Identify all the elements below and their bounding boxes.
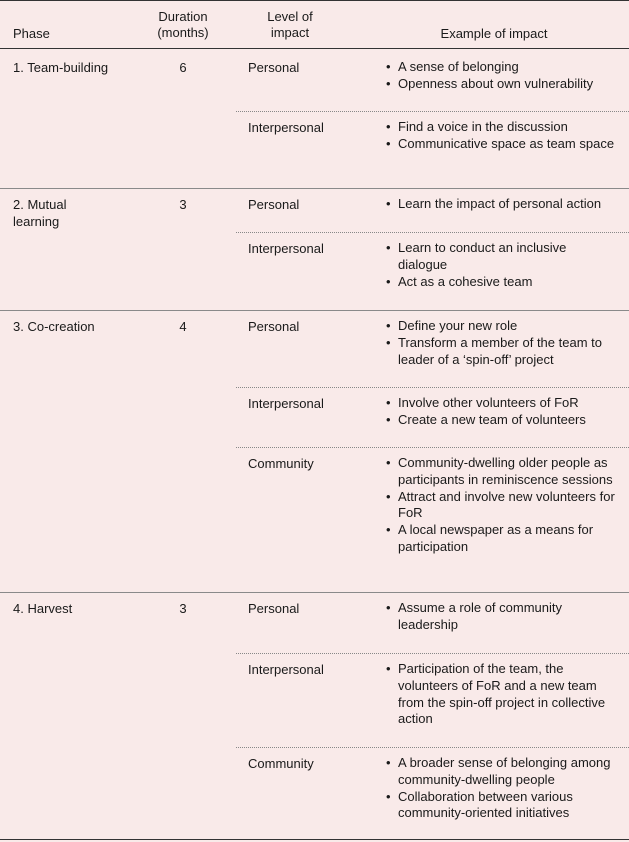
- header-level-line2: impact: [270, 25, 310, 40]
- example-list: [386, 196, 622, 213]
- subrow-divider: [236, 232, 629, 233]
- phase-cell: 4. Harvest: [13, 601, 73, 616]
- level-cell: Interpersonal: [248, 120, 324, 135]
- example-list: [386, 661, 622, 728]
- subrow-divider: [236, 447, 629, 448]
- subrow-divider: [236, 653, 629, 654]
- duration-cell: 6: [179, 60, 187, 75]
- group-divider: [0, 188, 629, 189]
- example-list: [386, 455, 622, 556]
- table-bottom-rule: [0, 839, 629, 840]
- level-cell: Interpersonal: [248, 396, 324, 411]
- phase-cell: 1. Team-building: [13, 60, 109, 75]
- table-top-rule: [0, 0, 629, 1]
- header-duration: [142, 9, 224, 41]
- subrow-divider: [236, 111, 629, 112]
- example-list: [386, 318, 622, 368]
- example-list: [386, 395, 622, 429]
- level-cell: Personal: [248, 60, 300, 75]
- example-item: • Learn the impact of personal action: [386, 196, 622, 213]
- example-list: [386, 600, 622, 634]
- header-level-line1: Level of: [267, 9, 313, 24]
- example-item: • Create a new team of volunteers: [386, 412, 622, 429]
- subrow-divider: [236, 747, 629, 748]
- level-cell: Community: [248, 756, 314, 771]
- level-cell: Community: [248, 456, 314, 471]
- phase-cell: 3. Co-creation: [13, 319, 95, 334]
- level-cell: Interpersonal: [248, 241, 324, 256]
- example-list: [386, 59, 622, 93]
- example-item: • Openness about own vulnerability: [386, 76, 622, 93]
- phase-cell: 2. Mutual learning: [13, 197, 67, 229]
- example-list: [386, 119, 622, 153]
- example-item: • Communicative space as team space: [386, 136, 622, 153]
- example-item: • Attract and involve new volunteers for FoR: [386, 489, 622, 523]
- duration-cell: 3: [179, 601, 187, 616]
- header-example: Example of impact: [440, 26, 548, 41]
- example-item: • Learn to conduct an inclusive dialogue: [386, 240, 611, 274]
- example-item: • Assume a role of community leadership: [386, 600, 622, 634]
- level-cell: Personal: [248, 601, 300, 616]
- header-level: [250, 9, 330, 41]
- example-list: [386, 755, 622, 822]
- group-divider: [0, 592, 629, 593]
- duration-cell: 4: [179, 319, 187, 334]
- example-item: • Involve other volunteers of FoR: [386, 395, 622, 412]
- header-phase: Phase: [13, 26, 50, 41]
- example-item: • Community-dwelling older people as participants in reminiscence sessions: [386, 455, 622, 489]
- header-duration-line2: (months): [157, 25, 209, 40]
- example-item: • A sense of belonging: [386, 59, 622, 76]
- example-item: • Collaboration between various community-oriented initiatives: [386, 789, 622, 823]
- example-item: • A broader sense of belonging among community-dwelling people: [386, 755, 622, 789]
- example-list: [386, 240, 611, 290]
- header-rule: [0, 48, 629, 49]
- example-item: • Transform a member of the team to leader of a ‘spin-off’ project: [386, 335, 622, 369]
- example-item: • Participation of the team, the volunteers of FoR and a new team from the spin-off project in collective action: [386, 661, 622, 728]
- example-item: • Find a voice in the discussion: [386, 119, 622, 136]
- duration-cell: 3: [179, 197, 187, 212]
- level-cell: Personal: [248, 319, 300, 334]
- subrow-divider: [236, 387, 629, 388]
- example-item: • A local newspaper as a means for participation: [386, 522, 622, 556]
- group-divider: [0, 310, 629, 311]
- level-cell: Personal: [248, 197, 300, 212]
- level-cell: Interpersonal: [248, 662, 324, 677]
- example-item: • Act as a cohesive team: [386, 274, 611, 291]
- example-item: • Define your new role: [386, 318, 622, 335]
- header-duration-line1: Duration: [158, 9, 208, 24]
